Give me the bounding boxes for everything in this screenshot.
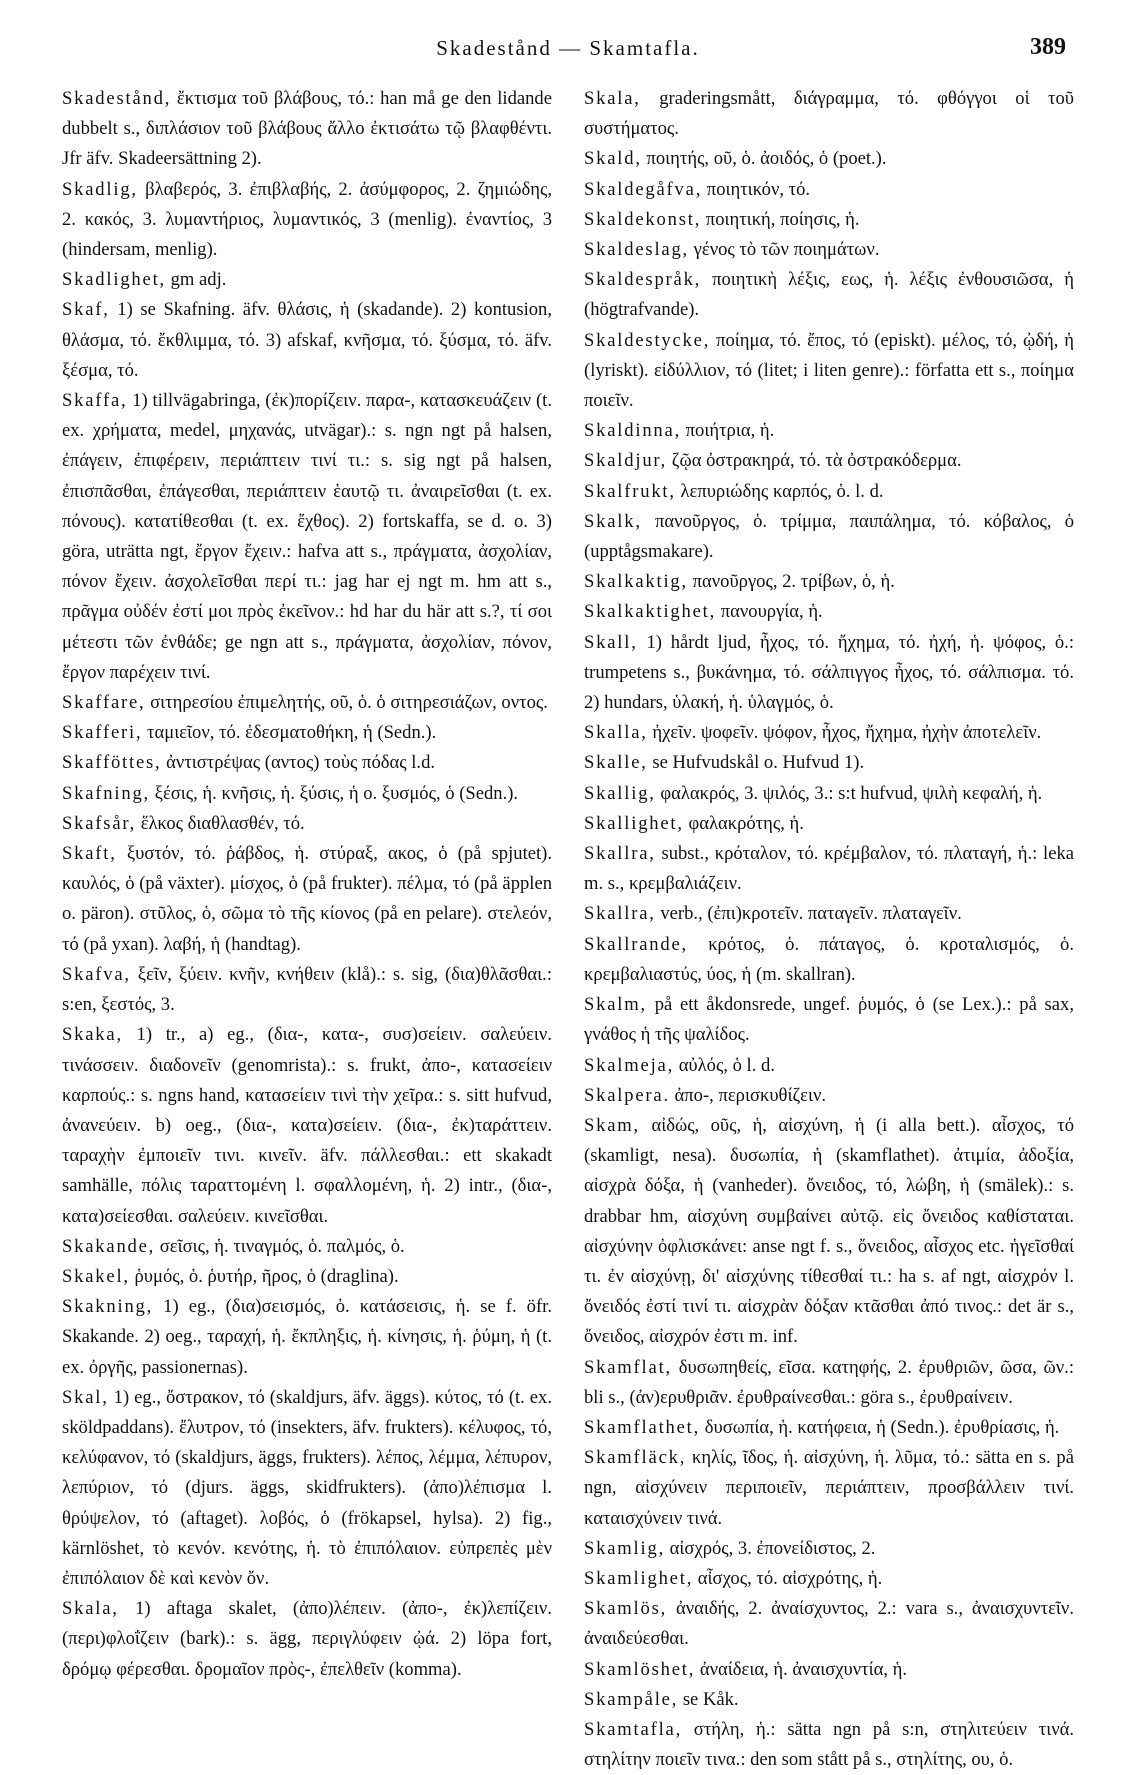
entry-headword: Skamfläck, [584,1447,687,1469]
entry-headword: Skafning, [62,782,150,804]
entry-headword: Skalkaktig, [584,571,688,593]
entry-headword: Skaldegåfva, [584,178,703,200]
entry-definition: κρότος, ὁ. πάταγος, ὁ. κροταλισμός, ὁ. κρεμβαλιαστύς, ύος, ἡ (m. skallran). [584,933,1074,985]
dictionary-entry [62,960,552,1020]
entry-definition: subst., κρόταλον, τό. κρέμβαλον, τό. πλαταγή, ἡ.: leka m. s., κρεμβαλιάζειν. [584,843,1074,895]
dictionary-entry [62,779,552,809]
entry-headword: Skafferi, [62,722,143,744]
entry-headword: Skalle, [584,752,648,774]
entry-definition: ζῷα ὀστρακηρά, τό. τὰ ὀστρακόδερμα. [667,450,962,472]
dictionary-entry [584,1534,1074,1564]
entry-definition: αὐλός, ὁ l. d. [674,1054,775,1076]
right-column [584,84,1074,1775]
entry-definition: gm adj. [165,269,227,291]
entry-headword: Skalk, [584,510,642,532]
entry-headword: Skakel, [62,1265,130,1287]
dictionary-entry [584,326,1074,417]
dictionary-entry [584,930,1074,990]
entry-definition: πανοῦργος, 2. τρίβων, ὁ, ἡ. [687,571,895,593]
entry-definition: αἰδώς, οῦς, ἡ, αἰσχύνη, ἡ (i alla bett.). αἶσχος, τό (skamligt, nesa). δυσωπία, ἡ (skamflathet). ἀτιμία, ἀδοξία, αἰσχρὰ δόξα, ἡ (vanheder). ὄνειδος, τό, λώβη, ἡ (smälek).: s. drabbar hm, αἰσχύνη συμβαίνει αὐτῷ. εἰς ὄνειδος καθίσταται. αἰσχύνην ὀφλισκάνει: anse ngt f. s., ὄνειδος, αἶσχος etc. ἡγεῖσθαί τι. ἐν αἰσχύνῃ, δι' αἰσχύνης τίθεσθαί τι.: ha s. af ngt, αἰσχρόν l. ὄνειδός ἐστί τινί τι. αἰσχρὰν δόξαν κτᾶσθαι ἀπό τινος.: det är s., ὄνειδος, αἰσχρόν ἐστι m. inf. [584,1114,1074,1348]
entry-definition: ξυστόν, τό. ῥάβδος, ἡ. στύραξ, ακος, ὁ (på spjutet). καυλός, ὁ (på växter). μίσχος, ὁ (på frukter). πέλμα, τό (på äpplen o. päron). στῦλος, ὁ, σῶμα τὸ τῆς κίονος (på en pelare). στελεόν, τό (på yxan). λαβή, ἡ (handtag). [62,843,552,955]
entry-definition: ποιητικόν, τό. [702,178,811,200]
entry-headword: Skaldjur, [584,450,668,472]
dictionary-entry [62,1383,552,1594]
dictionary-entry [584,748,1074,778]
entry-headword: Skamlös, [584,1598,668,1620]
entry-headword: Skaf, [62,299,110,321]
entry-definition: σεῖσις, ἡ. τιναγμός, ὁ. παλμός, ὁ. [155,1235,405,1257]
entry-headword: Skalfrukt, [584,480,676,502]
entry-headword: Skal, [62,1386,109,1408]
entry-definition: ἠχεῖν. ψοφεῖν. ψόφον, ἦχος, ἤχημα, ἠχὴν ἀποτελεῖν. [647,722,1042,744]
entry-headword: Skamlig, [584,1537,666,1559]
entry-headword: Skall, [584,631,638,653]
dictionary-entry [62,718,552,748]
dictionary-entry [584,1443,1074,1534]
dictionary-entry [584,1111,1074,1353]
entry-definition: αἰσχρός, 3. ἐπονείδιστος, 2. [665,1537,876,1559]
dictionary-entry [62,175,552,266]
entry-definition: πανοῦργος, ὁ. τρίμμα, παιπάλημα, τό. κόβαλος, ὁ (upptågsmakare). [584,510,1074,563]
dictionary-entry [584,205,1074,235]
dictionary-entry [584,1564,1074,1594]
dictionary-entry [584,235,1074,265]
running-title: Skadestånd — Skamtafla. [436,36,700,60]
entry-headword: Skadlighet, [62,269,166,291]
entry-headword: Skadlig, [62,178,138,200]
entry-headword: Skakning, [62,1296,154,1318]
dictionary-entry [62,809,552,839]
entry-headword: Skamflat, [584,1356,672,1378]
entry-definition: se Kåk. [678,1688,739,1710]
dictionary-entry [62,386,552,688]
dictionary-entry [584,597,1074,627]
entry-headword: Skaft, [62,843,117,865]
entry-headword: Skaldekonst, [584,208,702,230]
entry-definition: 1) se Skafning. äfv. θλάσις, ἡ (skadande). 2) kontusion, θλάσμα, τό. ἔκθλιμμα, τό. 3) afskaf, κνῆσμα, τό. ξύσμα, τό. äfv. ξέσμα, τό. [62,299,552,381]
entry-definition: 1) tillvägabringa, (ἐκ)πορίζειν. παρα-, κατασκευάζειν (t. ex. χρήματα, medel, μηχανάς, utvägar).: s. ngn ngt på halsen, ἐπάγειν, ἐπιφέρειν, περιάπτειν τινί τι.: s. sig ngt på halsen, ἐπισπᾶσθαι, ἐπάγεσθαι, περιάπτειν ἑαυτῷ τι. ἀναιρεῖσθαι (t. ex. πόνους). κατατίθεσθαι (t. ex. ἔχθος). 2) fortskaffa, se d. o. 3) göra, uträtta ngt, ἔργον ἔχειν.: hafva att s., πράγματα, ἀσχολίαν, πόνον ἔχειν. ἀσχολεῖσθαι περί τι.: jag har ej ngt m. hm att s., πρᾶγμα οὐδέν ἐστί μοι πρὸς ἐκεῖνον.: hd har du här att s.?, τί σοι μέτεστι τῶν ἐνθάδε; ge ngn att s., πράγματα, ἀσχολίαν, πόνον, ἔργον παρέχειν τινί. [62,390,552,683]
entry-definition: ξέσις, ἡ. κνῆσις, ἡ. ξύσις, ἡ o. ξυσμός, ὁ (Sedn.). [150,782,519,804]
entry-definition: ποιητική, ποίησις, ἡ. [701,208,860,230]
dictionary-entry [62,1262,552,1292]
entry-headword: Skallighet, [584,812,684,834]
dictionary-entry [62,265,552,295]
dictionary-entry [62,748,552,778]
dictionary-entry [62,295,552,386]
entry-definition: verb., (ἐπι)κροτεῖν. παταγεῖν. πλαταγεῖν. [655,903,962,925]
entry-headword: Skaldeslag, [584,239,690,261]
entry-headword: Skam, [584,1114,641,1136]
entry-definition: ἀναίδεια, ἡ. ἀναισχυντία, ἡ. [695,1658,908,1680]
entry-headword: Skaffare, [62,692,146,714]
dictionary-entry [584,446,1074,476]
dictionary-entry [584,1655,1074,1685]
entry-definition: ταμιεῖον, τό. ἐδεσματοθήκη, ἡ (Sedn.). [142,722,437,744]
entry-definition: ἀναιδής, 2. ἀναίσχυντος, 2.: vara s., ἀναισχυντεῖν. ἀναιδεύεσθαι. [584,1598,1074,1650]
entry-headword: Skald, [584,148,642,170]
entry-headword: Skallrande, [584,933,688,955]
entry-definition: αἶσχος, τό. αἰσχρότης, ἡ. [693,1567,883,1589]
entry-definition: στήλη, ἡ.: sätta ngn på s:n, στηλιτεύειν τινά. στηλίτην ποιεῖν τινα.: den som stått på s., στηλίτης, ου, ὁ. [584,1718,1074,1771]
dictionary-entry [584,1081,1074,1111]
dictionary-entry [62,1594,552,1685]
entry-headword: Skala, [62,1598,119,1620]
page-header [0,30,1136,70]
dictionary-entry [584,144,1074,174]
entry-headword: Skamlighet, [584,1567,694,1589]
entry-headword: Skallra, [584,903,656,925]
entry-headword: Skalpera. [584,1084,670,1106]
dictionary-entry [584,1353,1074,1413]
dictionary-entry [584,507,1074,567]
dictionary-entry [584,567,1074,597]
entry-headword: Skalla, [584,722,648,744]
entry-definition: λεπυριώδης καρπός, ὁ. l. d. [675,480,884,502]
entry-headword: Skalm, [584,994,647,1016]
entry-definition: ἀντιστρέψας (αντος) τοὺς πόδας l.d. [161,752,436,774]
entry-definition: se Hufvudskål o. Hufvud 1). [647,752,865,774]
dictionary-entry [62,84,552,175]
entry-definition: 1) eg., ὄστρακον, τό (skaldjurs, äfv. äggs). κύτος, τό (t. ex. sköldpaddans). ἔλυτρον, τό (insekters, äfv. frukters). κέλυφος, τό, κελύφανον, τό (skaldjurs, äggs, frukters). λέπος, λέμμα, λέπυρον, λεπύριον, τό (djurs. äggs, skidfrukters). (ἀπο)λέπισμα l. θρύψελον, τό (aftaget). λοβός, ὁ (frökapsel, hylsa). 2) fig., kärnlöshet, τὸ κενόν. κενότης, ἡ. τὸ ἐπιπόλαιον. εὐπρεπὲς μὲν ἐπιπόλαιον δὲ καὶ κενὸν ὄν. [62,1386,552,1589]
entry-headword: Skafva, [62,963,131,985]
dictionary-entry [62,839,552,960]
entry-headword: Skamtafla, [584,1718,683,1740]
entry-headword: Skaffa, [62,390,128,412]
entry-definition: ἕλκος διαθλασθέν, τό. [136,812,305,834]
entry-definition: ἔκτισμα τοῦ βλάβους, τό.: han må ge den lidande dubbelt s., διπλάσιον τοῦ βλάβους ἄλλο ἐκτισάτω τῷ βλαφθέντι. Jfr äfv. Skadeersättning 2). [62,88,552,170]
entry-headword: Skaldinna, [584,420,682,442]
entry-headword: Skallig, [584,782,656,804]
entry-definition: ξεῖν, ξύειν. κνῆν, κνήθειν (klå).: s. sig, (δια)θλᾶσθαι.: s:en, ξεστός, 3. [62,963,552,1016]
dictionary-entry [584,779,1074,809]
entry-definition: βλαβερός, 3. ἐπιβλαβής, 2. ἀσύμφορος, 2. ζημιώδης, 2. κακός, 3. λυμαντήριος, λυμαντικός, 3 (menlig). ἐναντίος, 3 (hindersam, menlig). [62,178,552,261]
entry-headword: Skaka, [62,1024,123,1046]
entry-definition: på ett åkdonsrede, ungef. ῥυμός, ὁ (se Lex.).: på sax, γνάθος ἡ τῆς ψαλίδος. [584,994,1074,1046]
dictionary-entry [584,899,1074,929]
dictionary-entry [584,265,1074,325]
left-column [62,84,552,1685]
entry-definition: ποιητικὴ λέξις, εως, ἡ. λέξις ἐνθουσιῶσα, ἡ (högtrafvande). [584,269,1074,321]
entry-definition: 1) aftaga skalet, (ἀπο)λέπειν. (ἀπο-, ἐκ)λεπίζειν. (περι)φλοΐζειν (bark).: s. ägg, περιγλύφειν ᾠά. 2) löpa fort, δρόμῳ φέρεσθαι. δρομαῖον πρὸς-, ἐπελθεῖν (komma). [62,1598,552,1680]
entry-definition: φαλακρότης, ἡ. [683,812,804,834]
entry-definition: γένος τὸ τῶν ποιημάτων. [689,239,880,261]
entry-headword: Skampåle, [584,1688,679,1710]
entry-definition: σιτηρεσίου ἐπιμελητής, οῦ, ὁ. ὁ σιτηρεσιάζων, οντος. [145,692,548,714]
entry-headword: Skafföttes, [62,752,162,774]
entry-definition: δυσωπηθείς, εῖσα. κατηφής, 2. ἐρυθριῶν, ῶσα, ῶν.: bli s., (ἀν)ερυθριᾶν. ἐρυθραίνεσθαι.: göra s., ἐρυθραίνειν. [584,1356,1074,1408]
dictionary-entry [584,809,1074,839]
dictionary-entry [584,990,1074,1050]
dictionary-entry [584,84,1074,144]
dictionary-entry [584,718,1074,748]
dictionary-entry [584,1051,1074,1081]
dictionary-entry [62,1292,552,1383]
entry-definition: δυσωπία, ἡ. κατήφεια, ἡ (Sedn.). ἐρυθρίασις, ἡ. [700,1416,1060,1438]
entry-definition: φαλακρός, 3. ψιλός, 3.: s:t hufvud, ψιλὴ κεφαλή, ἡ. [655,782,1043,804]
entry-headword: Skamlöshet, [584,1658,696,1680]
entry-headword: Skaldespråk, [584,269,702,291]
dictionary-entry [584,416,1074,446]
entry-headword: Skallra, [584,843,656,865]
dictionary-entry [584,477,1074,507]
entry-definition: πανουργία, ἡ. [716,601,823,623]
entry-headword: Skalkaktighet, [584,601,717,623]
entry-definition: ποίημα, τό. ἔπος, τό (episkt). μέλος, τό, ᾠδή, ἡ (lyriskt). εἰδύλλιον, τό (litet; i liten genre).: författa ett s., ποίημα ποιεῖν. [584,329,1074,412]
entry-headword: Skafsår, [62,812,137,834]
entry-definition: graderingsmått, διάγραμμα, τό. φθόγγοι οἱ τοῦ συστήματος. [584,88,1074,140]
dictionary-entry [584,628,1074,719]
dictionary-entry [584,1413,1074,1443]
dictionary-entry [62,1232,552,1262]
page-number: 389 [1030,34,1066,60]
entry-definition: κηλίς, ῖδος, ἡ. αἰσχύνη, ἡ. λῦμα, τό.: sätta en s. på ngn, αἰσχύνειν περιποιεῖν, περιάπτειν, προσβάλλειν τινί. καταισχύνειν τινά. [584,1447,1074,1529]
dictionary-entry [584,175,1074,205]
entry-definition: 1) hårdt ljud, ἦχος, τό. ἤχημα, τό. ἠχή, ἡ. ψόφος, ὁ.: trumpetens s., βυκάνημα, τό. σάλπιγγος ἦχος, τό. σάλπισμα. τό. 2) hundars, ὑλακή, ἡ. ὑλαγμός, ὁ. [584,631,1074,714]
entry-definition: 1) tr., a) eg., (δια-, κατα-, συσ)σείειν. σαλεύειν. τινάσσειν. διαδονεῖν (genomrista).: s. frukt, ἀπο-, κατασείειν καρπούς.: s. ngns hand, κατασείειν τινὶ τὴν χεῖρα.: s. sitt hufvud, ἀνανεύειν. b) oeg., (δια-, κατα)σείειν. (δια-, ἐκ)ταράττειν. ταραχὴν ἐμποιεῖν τινι. κινεῖν. äfv. πάλλεσθαι.: ett skakadt samhälle, πόλις ταραττομένη l. σφαλλομένη, ἡ. 2) intr., (δια-, κατα)σείεσθαι. σαλεύειν. κινεῖσθαι. [62,1024,552,1227]
dictionary-entry [584,839,1074,899]
entry-headword: Skamflathet, [584,1416,701,1438]
dictionary-entry [584,1594,1074,1654]
dictionary-entry [584,1715,1074,1775]
entry-headword: Skaldestycke, [584,329,711,351]
entry-headword: Skalmeja, [584,1054,675,1076]
entry-definition: ποιήτρια, ἡ. [681,420,775,442]
dictionary-entry [584,1685,1074,1715]
entry-definition: ἀπο-, περισκυθίζειν. [669,1084,827,1106]
entry-definition: ποιητής, οῦ, ὁ. ἀοιδός, ὁ (poet.). [641,148,887,170]
entry-definition: 1) eg., (δια)σεισμός, ὁ. κατάσεισις, ἡ. se f. öfr. Skakande. 2) oeg., ταραχή, ἡ. ἔκπληξις, ἡ. κίνησις, ἡ. ῥύμη, ἡ (t. ex. ὀργῆς, passionernas). [62,1296,552,1378]
dictionary-entry [62,688,552,718]
entry-headword: Skakande, [62,1235,156,1257]
entry-headword: Skala, [584,88,641,109]
entry-definition: ῥυμός, ὁ. ῥυτήρ, ῆρος, ὁ (draglina). [129,1265,399,1287]
entry-headword: Skadestånd, [62,88,172,109]
dictionary-entry [62,1020,552,1231]
